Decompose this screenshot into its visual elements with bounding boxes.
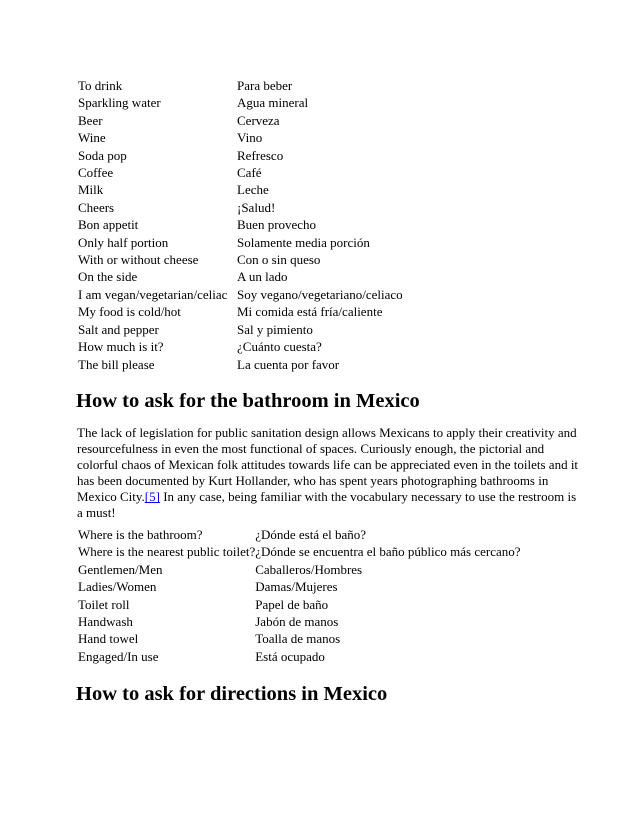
table-row	[78, 199, 403, 216]
spanish-phrase: Solamente media porción	[237, 234, 370, 250]
table-row	[78, 578, 521, 595]
spanish-phrase: Caballeros/Hombres	[255, 561, 363, 577]
english-phrase: To drink	[78, 78, 123, 93]
english-phrase: Where is the bathroom?	[78, 527, 203, 542]
english-phrase: My food is cold/hot	[78, 304, 181, 320]
table-row	[78, 648, 521, 665]
paragraph-text: In any case, being familiar with the vocabulary necessary to use the restroom is	[159, 489, 577, 505]
english-phrase: Hand towel	[78, 631, 139, 647]
table-row	[78, 596, 521, 613]
spanish-phrase: Refresco	[237, 147, 284, 163]
english-phrase: Ladies/Women	[78, 579, 157, 595]
spanish-phrase: Sal y pimiento	[237, 321, 313, 337]
spanish-phrase: A un lado	[237, 269, 288, 285]
citation-link[interactable]: [5]	[144, 489, 160, 505]
english-phrase: Beer	[78, 112, 103, 128]
english-phrase: How much is it?	[78, 339, 164, 355]
table-row	[78, 234, 403, 251]
table-row	[78, 164, 403, 181]
spanish-phrase: Jabón de manos	[255, 614, 339, 630]
bathroom-phrase-table	[78, 526, 521, 665]
table-row	[78, 129, 403, 146]
bathroom-section-heading: How to ask for the bathroom in Mexico	[76, 390, 420, 412]
paragraph-line: The lack of legislation for public sanitation design allows Mexicans to apply their creativity and	[77, 425, 577, 440]
english-phrase: Toilet roll	[78, 596, 130, 612]
table-row	[78, 181, 403, 198]
table-row	[78, 613, 521, 630]
drinks-phrase-table	[78, 77, 403, 373]
spanish-phrase: Buen provecho	[237, 217, 317, 233]
paragraph-line: resourcefulness in even the most functional of spaces. Curiously enough, the pictorial and	[77, 441, 545, 457]
english-phrase: Coffee	[78, 165, 114, 181]
english-phrase: Cheers	[78, 199, 115, 215]
spanish-phrase: Para beber	[237, 78, 293, 93]
english-phrase: The bill please	[78, 356, 155, 372]
spanish-phrase: Vino	[237, 130, 263, 146]
spanish-phrase: Papel de baño	[255, 596, 329, 612]
english-phrase: Soda pop	[78, 147, 127, 163]
english-phrase: Gentlemen/Men	[78, 561, 163, 577]
english-phrase: Milk	[78, 182, 104, 198]
table-row	[78, 356, 403, 373]
spanish-phrase: ¡Salud!	[237, 199, 276, 215]
spanish-phrase: Damas/Mujeres	[255, 579, 338, 595]
paragraph-line: a must!	[77, 505, 116, 521]
spanish-phrase: ¿Cuánto cuesta?	[237, 339, 322, 355]
spanish-phrase: ¿Dónde está el baño?	[255, 527, 367, 542]
bathroom-intro-paragraph	[77, 425, 579, 522]
table-row	[78, 112, 403, 129]
english-phrase: I am vegan/vegetarian/celiac	[78, 286, 228, 302]
table-row	[78, 526, 521, 543]
english-phrase: Bon appetit	[78, 217, 139, 233]
table-row	[78, 94, 403, 111]
spanish-phrase: ¿Dónde se encuentra el baño público más cercano?	[255, 544, 521, 560]
table-row	[78, 561, 521, 578]
spanish-phrase: Mi comida está fría/caliente	[237, 304, 383, 320]
table-row	[78, 630, 521, 647]
english-phrase: On the side	[78, 269, 138, 285]
spanish-phrase: La cuenta por favor	[237, 356, 340, 372]
table-row	[78, 251, 403, 268]
table-row	[78, 338, 403, 355]
english-phrase: Where is the nearest public toilet?	[78, 544, 256, 560]
directions-section-heading: How to ask for directions in Mexico	[76, 683, 388, 705]
spanish-phrase: Cerveza	[237, 112, 280, 128]
english-phrase: Only half portion	[78, 234, 169, 250]
table-row	[78, 216, 403, 233]
english-phrase: Handwash	[78, 614, 133, 630]
table-row	[78, 303, 403, 320]
paragraph-line: has been documented by Kurt Hollander, who has spent years photographing bathrooms in	[77, 473, 549, 489]
table-row	[78, 321, 403, 338]
english-phrase: Salt and pepper	[78, 321, 159, 337]
spanish-phrase: Está ocupado	[255, 648, 325, 664]
spanish-phrase: Café	[237, 165, 262, 181]
spanish-phrase: Agua mineral	[237, 95, 309, 111]
spanish-phrase: Con o sin queso	[237, 252, 321, 268]
table-row	[78, 543, 521, 560]
english-phrase: With or without cheese	[78, 252, 199, 268]
spanish-phrase: Leche	[237, 182, 269, 198]
paragraph-line: colorful chaos of Mexican folk attitudes towards life can be appreciated even in the toilets and it	[77, 457, 579, 473]
table-row	[78, 268, 403, 285]
table-row	[78, 286, 403, 303]
paragraph-line-with-citation	[77, 489, 577, 505]
english-phrase: Wine	[78, 130, 106, 146]
english-phrase: Sparkling water	[78, 95, 161, 111]
table-row	[78, 147, 403, 164]
table-row	[78, 77, 403, 94]
spanish-phrase: Toalla de manos	[255, 631, 341, 647]
spanish-phrase: Soy vegano/vegetariano/celiaco	[237, 286, 403, 302]
english-phrase: Engaged/In use	[78, 648, 159, 664]
paragraph-text: Mexico City.	[77, 489, 145, 505]
